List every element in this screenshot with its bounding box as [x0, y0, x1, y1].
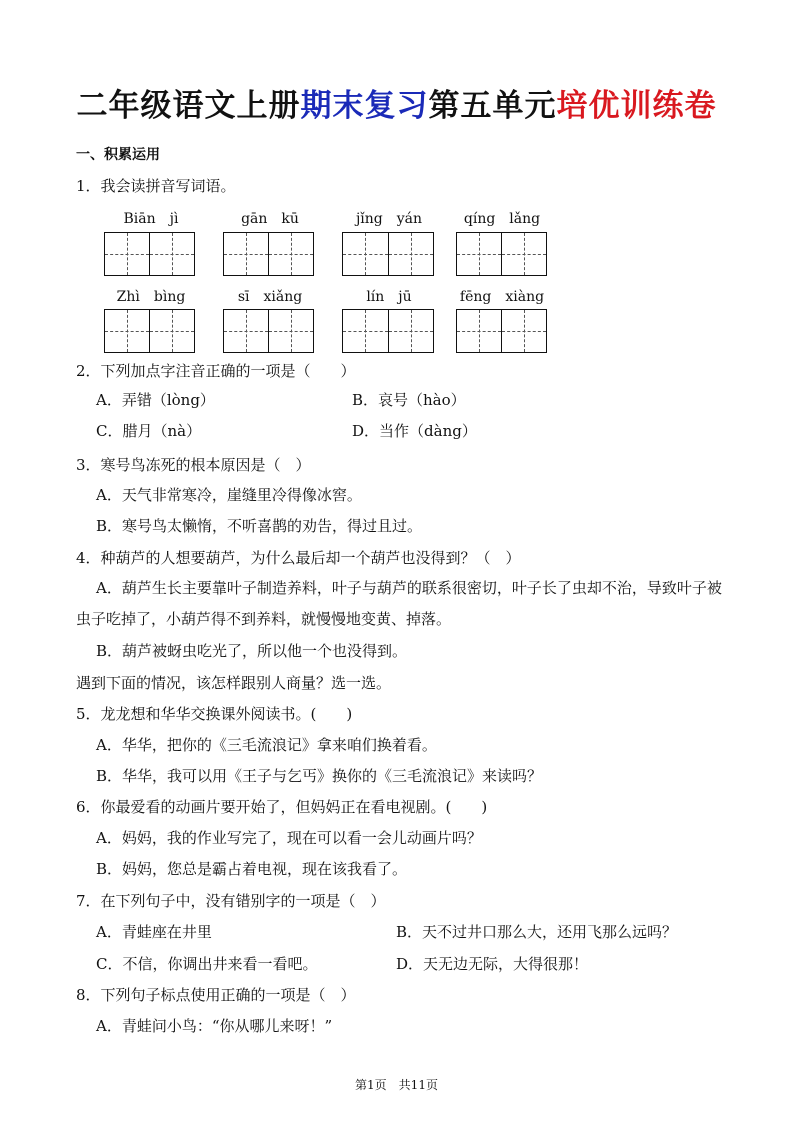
pinyin-label: qíng lǎng — [463, 211, 541, 227]
question-2-stem: 2．下列加点字注音正确的一项是（ ） — [76, 362, 356, 380]
question-7-option-d[interactable]: D．天无边无际，大得很那！ — [396, 955, 589, 973]
writing-grid[interactable] — [456, 232, 547, 276]
question-3-option-a[interactable]: A．天气非常寒冷，崖缝里冷得像冰窖。 — [96, 486, 362, 504]
question-5-stem: 5．龙龙想和华华交换课外阅读书。( ) — [76, 705, 353, 723]
writing-grid[interactable] — [223, 232, 314, 276]
question-7-option-b[interactable]: B．天不过井口那么大，还用飞那么远吗？ — [396, 923, 678, 941]
question-8-option-a[interactable]: A．青蛙问小鸟：“你从哪儿来呀！” — [96, 1017, 333, 1035]
question-7-option-a[interactable]: A．青蛙座在井里 — [96, 923, 212, 941]
pinyin-label: fēng xiàng — [459, 289, 545, 305]
question-3-stem: 3．寒号鸟冻死的根本原因是（ ） — [76, 456, 311, 474]
title-part-2: 期末复习 — [300, 88, 429, 124]
question-4-option-a[interactable]: A．葫芦生长主要靠叶子制造养料，叶子与葫芦的联系很密切，叶子长了虫却不治，导致叶子被虫子吃掉了，小葫芦得不到养料，就慢慢地变黄、掉落。 — [76, 579, 722, 628]
section-heading: 一、积累运用 — [76, 147, 160, 163]
writing-grid[interactable] — [342, 232, 434, 276]
writing-grid[interactable] — [456, 309, 547, 353]
writing-grid[interactable] — [104, 232, 195, 276]
title-part-3: 第五单元 — [428, 88, 557, 124]
title-part-1: 二年级语文上册 — [76, 88, 301, 124]
pinyin-label: sī xiǎng — [237, 289, 303, 305]
question-2-option-c[interactable]: C．腊月（nà） — [96, 422, 202, 440]
question-6-stem: 6．你最爱看的动画片要开始了，但妈妈正在看电视剧。( ) — [76, 798, 488, 816]
question-1-stem: 1．我会读拼音写词语。 — [76, 177, 236, 195]
question-5-option-b[interactable]: B．华华，我可以用《王子与乞丐》换你的《三毛流浪记》来读吗？ — [96, 767, 543, 785]
writing-grid[interactable] — [342, 309, 434, 353]
pinyin-label: lín jū — [366, 289, 412, 305]
question-8-stem: 8．下列句子标点使用正确的一项是（ ） — [76, 986, 356, 1004]
question-7-stem: 7．在下列句子中，没有错别字的一项是（ ） — [76, 892, 386, 910]
instruction-text: 遇到下面的情况，该怎样跟别人商量？选一选。 — [76, 674, 392, 692]
page-footer: 第1页 共11页 — [355, 1078, 438, 1092]
title-part-4: 培优训练卷 — [556, 88, 717, 124]
writing-grid[interactable] — [104, 309, 195, 353]
pinyin-label: Zhì bìng — [116, 289, 186, 305]
question-2-option-a[interactable]: A．弄错（lòng） — [96, 391, 215, 409]
question-2-option-d[interactable]: D．当作（dàng） — [352, 422, 477, 440]
page-title — [0, 84, 793, 128]
pinyin-label: Biān jì — [123, 211, 179, 227]
question-6-option-b[interactable]: B．妈妈，您总是霸占着电视，现在该我看了。 — [96, 860, 408, 878]
question-3-option-b[interactable]: B．寒号鸟太懒惰，不听喜鹊的劝告，得过且过。 — [96, 517, 423, 535]
writing-grid[interactable] — [223, 309, 314, 353]
question-2-option-b[interactable]: B．哀号（hào） — [352, 391, 466, 409]
pinyin-label: gān kū — [241, 211, 299, 227]
pinyin-label: jǐng yán — [355, 211, 423, 227]
question-7-option-c[interactable]: C．不信，你调出井来看一看吧。 — [96, 955, 318, 973]
question-5-option-a[interactable]: A．华华，把你的《三毛流浪记》拿来咱们换着看。 — [96, 736, 437, 754]
question-6-option-a[interactable]: A．妈妈，我的作业写完了，现在可以看一会儿动画片吗？ — [96, 829, 482, 847]
question-4-option-b[interactable]: B．葫芦被蚜虫吃光了，所以他一个也没得到。 — [96, 642, 408, 660]
question-4-stem: 4．种葫芦的人想要葫芦，为什么最后却一个葫芦也没得到？（ ） — [76, 549, 521, 567]
